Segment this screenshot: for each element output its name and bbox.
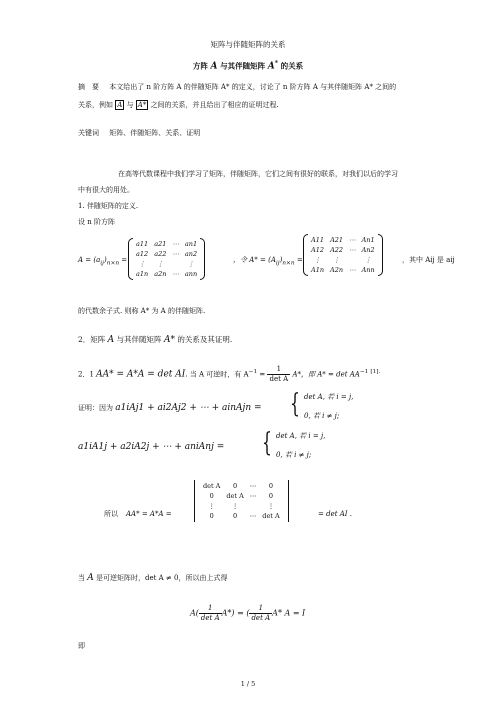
intro-line1: 在高等代数课程中我们学习了矩阵，伴随矩阵，它们之间有很好的联系，对我们以后的学习 xyxy=(118,170,398,178)
subtitle-A: A xyxy=(210,61,218,72)
matrix-astar-cell: A22 xyxy=(330,246,344,254)
matrix-astar-row xyxy=(308,235,378,245)
matrix-a-cell: ⋮ xyxy=(157,260,164,268)
matrix-a-cell: ⋯ xyxy=(172,240,179,248)
subtitle-star: * xyxy=(274,60,278,67)
s21-after: A*，即 A* = det AA xyxy=(292,370,360,379)
matrix-astar-cell: A2n xyxy=(330,266,344,274)
invert-text: 是可逆矩阵时，det A ≠ 0，所以由上式得 xyxy=(95,574,228,582)
diag-matrix xyxy=(194,480,289,522)
invert-pre: 当 xyxy=(78,574,85,582)
matrix-a-cell: ann xyxy=(184,270,198,278)
so-eq: AA* = A*A = xyxy=(126,510,172,518)
diag-matrix-cell: ⋮ xyxy=(231,502,239,510)
matrix-a-cell: ⋯ xyxy=(172,270,179,278)
final-equation: A( $\frac{1}{\text{det A}}$ A*) = ( $\frac{1}{\text{det A}}$ A* A = I xyxy=(190,604,306,622)
so-result: = det AI . xyxy=(318,510,353,518)
final-frac-1: $\frac{1}{\text{det A}}$ xyxy=(200,604,220,622)
document-title: 矩阵与伴随矩阵的关系 xyxy=(210,40,286,49)
diag-matrix-cell: ⋮ xyxy=(208,502,215,510)
cofactor-text: 的代数余子式. 则称 A* 为 A 的伴随矩阵. xyxy=(78,307,206,315)
subtitle-pre: 方阵 xyxy=(192,61,208,71)
brace-1: { xyxy=(290,389,300,419)
final-eq: = xyxy=(237,608,247,618)
matrix-astar-cell: Ann xyxy=(361,266,375,274)
diag-matrix-cell: ⋯ xyxy=(249,492,257,500)
matrix-a-cell: an1 xyxy=(184,240,198,248)
matrix-astar-row xyxy=(308,255,378,265)
abstract-line1 xyxy=(78,83,396,92)
matrix-a-row xyxy=(133,259,200,269)
matrix-astar-cell: A11 xyxy=(311,236,324,244)
lhs-A: $A = (a_{ij})_{n\times n}$ = xyxy=(78,256,128,267)
proof-row2: a1iA1j + a2iA2j + ⋯ + aniAnj = xyxy=(78,442,225,452)
matrix-astar-row xyxy=(308,245,378,255)
page-number: 1 / 5 xyxy=(240,680,256,688)
s21-inv: −1 xyxy=(248,369,258,376)
diag-matrix-row xyxy=(200,481,283,491)
matrix-astar-cell: An2 xyxy=(361,246,375,254)
matrix-astar-cell: A1n xyxy=(311,266,325,274)
matrix-a-cell: a22 xyxy=(154,250,167,258)
matrix-astar-cell xyxy=(346,255,359,265)
matrix-a-cell: ⋮ xyxy=(138,260,146,268)
diag-matrix-cell: 0 xyxy=(233,482,238,490)
matrix-a-cell: a11 xyxy=(136,240,149,248)
s2-post: 的关系及其证明. xyxy=(177,335,233,344)
case1b: 0, 若 i ≠ j; xyxy=(304,412,340,420)
s21-number: 2．1 xyxy=(78,370,94,379)
diag-matrix-cell: det A xyxy=(226,492,244,500)
matrix-astar-cell: ⋮ xyxy=(314,256,321,264)
matrix-a-cell: an2 xyxy=(184,250,198,258)
invertible-line xyxy=(78,574,227,583)
document-subtitle xyxy=(0,59,496,72)
abstract-line2-mid: 与 xyxy=(126,101,134,109)
proof-label: 证明：因为 xyxy=(78,404,113,412)
diag-matrix-row xyxy=(200,491,283,501)
diag-matrix-cell: 0 xyxy=(268,492,274,500)
diag-matrix-cell: 0 xyxy=(209,512,214,520)
abstract-text-1: 本文给出了 n 阶方阵 A 的伴随矩阵 A* 的定义，讨论了 n 阶方阵 A 与其伴随矩阵 A* 之间的 xyxy=(109,83,397,91)
matrix-astar-cell: ⋯ xyxy=(349,236,356,244)
case2a: det A, 若 i = j, xyxy=(276,432,326,440)
diag-matrix-row xyxy=(200,511,283,521)
matrix-a-row xyxy=(133,239,200,249)
matrix-a-cell: a2n xyxy=(154,270,167,278)
matrix-a-cell: a1n xyxy=(136,270,149,278)
subtitle-post: 的关系 xyxy=(280,61,304,71)
det-A-box: A xyxy=(117,101,123,109)
invert-A: A xyxy=(87,573,94,583)
diag-matrix-cell: det A xyxy=(262,512,280,520)
diag-matrix-cell: ⋮ xyxy=(267,502,275,510)
diag-matrix-row xyxy=(200,501,283,511)
proof-row1-expr: a1iAj1 + ai2Aj2 + ⋯ + ainAjn = xyxy=(115,403,262,413)
matrix-astar-cell: A12 xyxy=(311,246,324,254)
diag-matrix-cell: 0 xyxy=(209,492,214,500)
matrix-astar-cell: ⋮ xyxy=(364,256,372,264)
keywords xyxy=(78,129,200,138)
matrix-a-row xyxy=(133,249,200,259)
subtitle-Astar: A xyxy=(267,61,275,72)
abstract-line2-pre: 关系，例如 xyxy=(78,101,113,109)
matrix-a-row xyxy=(133,269,200,279)
section1-heading: 1. 伴随矩阵的定义. xyxy=(78,202,139,210)
case2b: 0, 若 i ≠ j; xyxy=(276,451,312,459)
keywords-text: 矩阵、伴随矩阵、关系、证明 xyxy=(109,129,201,137)
abstract-label: 摘 要 xyxy=(78,83,99,91)
abstract-line2 xyxy=(78,100,279,110)
s21-mid: . 当 A 可逆时，有 A xyxy=(185,370,249,379)
matrix-a-cell: a21 xyxy=(154,240,167,248)
where-text: ，其中 Aij 是 aij xyxy=(402,256,455,264)
s2-Astar: A* xyxy=(163,335,175,345)
matrix-a-cell: ⋯ xyxy=(172,250,179,258)
s2-A: A xyxy=(107,335,115,345)
diag-matrix-cell: 0 xyxy=(233,512,238,520)
keywords-label: 关键词 xyxy=(78,129,99,137)
matrix-a-cell xyxy=(169,259,182,269)
intro-line2: 中有很大的用处。 xyxy=(78,186,134,194)
diag-matrix-cell: ⋯ xyxy=(249,482,257,490)
definition-equation xyxy=(78,234,478,286)
matrix-astar-cell: A21 xyxy=(330,236,344,244)
matrix-astar-row xyxy=(308,265,378,275)
so-label: 所以 xyxy=(104,510,118,518)
matrix-Astar xyxy=(303,234,383,276)
final-frac-2: $\frac{1}{\text{det A}}$ xyxy=(251,604,271,622)
diag-equation xyxy=(104,474,424,556)
s21-equation: AA* = A*A = det AI xyxy=(96,369,186,380)
section1-setup: 设 n 阶方阵 xyxy=(78,218,115,226)
diag-matrix-cell: det A xyxy=(203,482,221,490)
diag-matrix-cell: ⋯ xyxy=(249,512,257,520)
brace-2: { xyxy=(262,428,272,458)
matrix-astar-cell: ⋮ xyxy=(333,256,340,264)
final-result: A* A = I xyxy=(272,608,306,618)
det-Astar-box: A* xyxy=(137,101,147,109)
section2-heading xyxy=(78,335,232,345)
s2-mid: 与其伴随矩阵 xyxy=(116,335,162,344)
matrix-a-cell: a12 xyxy=(136,250,149,258)
matrix-astar-cell: ⋯ xyxy=(349,246,356,254)
matrix-astar-cell: An1 xyxy=(361,236,375,244)
s21-ref: −1 [1]. xyxy=(359,369,381,376)
abstract-line2-post: 之间的关系，并且给出了相应的证明过程. xyxy=(150,101,279,109)
diag-matrix-cell: 0 xyxy=(268,482,274,490)
matrix-a-cell: ⋮ xyxy=(187,260,195,268)
s21-line: 2．1 AA* = A*A = det AI. 当 A 可逆时，有 $A^{-1}$ = $\frac{1}{\text{det A}}$ A*，即 $A* = \det AA^{-1 [1].}$ xyxy=(78,365,381,383)
ji-text: 即 xyxy=(78,642,85,650)
s21-fraction: $\frac{1}{\text{det A}}$ xyxy=(269,365,289,383)
subtitle-mid: 与其伴随矩阵 xyxy=(220,61,266,71)
final-Astar: A* xyxy=(221,608,232,618)
final-A: A xyxy=(190,608,196,618)
matrix-astar-cell: ⋯ xyxy=(349,266,356,274)
proof-row1 xyxy=(78,404,262,413)
s2-pre: 2．矩阵 xyxy=(78,335,106,344)
case1a: det A, 若 i = j, xyxy=(304,393,354,401)
diag-matrix-cell xyxy=(247,501,260,511)
let-Astar: ，令 $A* = (A_{ij})_{n\times n}$ = xyxy=(233,256,303,267)
matrix-A xyxy=(128,238,205,280)
